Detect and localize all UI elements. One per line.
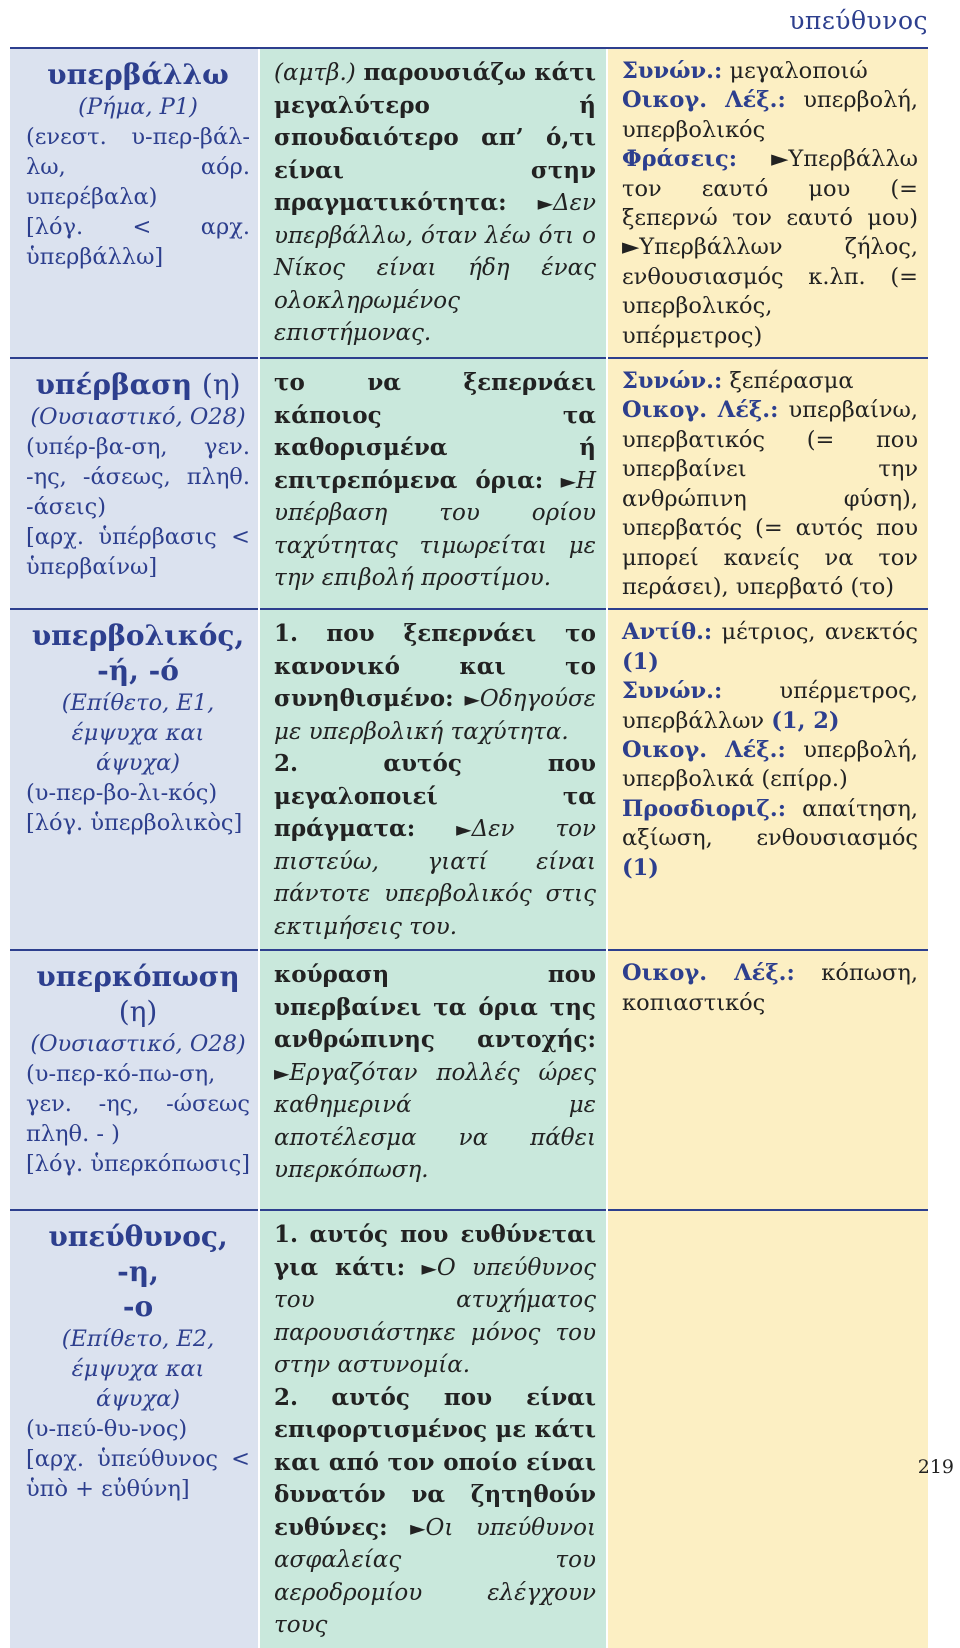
example-text: Ο υπεύθυνος του ατυχήματος παρουσιάστηκε μόνος του στην αστυνομία. xyxy=(274,1254,596,1379)
relation-line xyxy=(622,86,918,145)
syllabification: (υ-πεύ-θυ-νος) xyxy=(26,1416,188,1443)
relation-label: Αντίθ.: xyxy=(622,619,713,646)
relations-cell xyxy=(607,49,928,358)
meaning xyxy=(274,367,596,595)
example-text: Δεν τον πιστεύω, γιατί είναι πάντοτε υπερβολικός στις εκτιμήσεις του. xyxy=(274,816,596,940)
relation-text: υπερβολή, υπερβολικός xyxy=(622,87,918,143)
definition-cell xyxy=(259,1210,607,1648)
etymology: [αρχ. ὑπέρβασις < ὑπερβαίνω] xyxy=(26,524,250,581)
relations-cell xyxy=(607,1210,928,1648)
syllabification: (υ-περ-κό-πω-ση, γεν. -ης, -ώσεως πληθ. - ) xyxy=(26,1061,250,1148)
definition-text: αυτός που είναι επιφορτισμένος με κάτι και από τον οποίο είναι δυνατόν να ζητηθούν ευθύνες: xyxy=(274,1383,596,1541)
relation-text: μέτριος, ανεκτός xyxy=(721,619,918,646)
etymology: [λόγ. ὑπερβολικὸς] xyxy=(26,810,243,837)
meaning xyxy=(274,618,596,748)
relation-line xyxy=(622,959,918,1018)
relation-ref: (1, 2) xyxy=(771,707,840,734)
relation-text: υπερβαίνω, υπερβατικός (= που υπερβαίνει την ανθρώπινη φύση), υπερβατός (= αυτός που μπορεί κανείς να τον περάσει), υπερβατό (το) xyxy=(622,397,919,600)
definition-text: αυτός που ευθύνεται για κάτι: xyxy=(274,1221,596,1281)
syllabification: (υ-περ-βο-λι-κός) xyxy=(26,780,218,807)
example-marker-icon: ► xyxy=(464,687,480,712)
entry-row xyxy=(10,950,928,1210)
example-marker-icon: ► xyxy=(560,468,576,493)
example-text: Οι υπεύθυνοι ασφαλείας του αεροδρομίου ελέγχουν τους xyxy=(274,1514,596,1639)
definition-text: που ξεπερνάει το κανονικό και το συνηθισμένο: xyxy=(274,620,597,713)
relation-text: μεγαλοποιώ xyxy=(729,58,868,84)
headword-cell xyxy=(10,358,259,609)
headword: υπερβάλλω xyxy=(47,58,229,91)
example-marker-icon: ► xyxy=(537,191,554,215)
relation-label: Συνών.: xyxy=(622,678,723,705)
entry-row xyxy=(10,358,928,609)
relation-text: απαίτηση, αξίωση, ενθουσιασμός xyxy=(622,795,918,852)
etymology: [λόγ. < αρχ. ὑπερβάλλω] xyxy=(26,214,250,270)
relations-cell xyxy=(607,609,928,950)
relation-text: ►Υπερβάλλω τον εαυτό μου (= ξεπερνώ τον εαυτό μου) ►Υπερβάλλων ζήλος, ενθουσιασμός κ.λπ. (= υπερβολικός, υπέρμετρος) xyxy=(622,146,918,349)
part-of-speech: (Ουσιαστικό, Ο28) xyxy=(30,404,246,431)
relation-label: Συνών.: xyxy=(622,58,723,84)
definition-cell xyxy=(259,609,607,950)
relation-label: Φράσεις: xyxy=(622,146,738,173)
running-head: υπεύθυνος xyxy=(789,6,928,35)
part-of-speech: (Επίθετο, Ε1, έμψυχα και άψυχα) xyxy=(61,690,215,777)
headword: υπεύθυνος, -η, xyxy=(48,1220,228,1289)
meaning-number: 1. xyxy=(274,1221,299,1249)
meaning xyxy=(274,57,596,350)
part-of-speech: (Ουσιαστικό, Ο28) xyxy=(30,1031,246,1058)
relations-cell xyxy=(607,358,928,609)
relation-line xyxy=(622,795,918,883)
definition-cell xyxy=(259,358,607,609)
headword: υπερκόπωση xyxy=(36,960,240,994)
meaning-number: 1. xyxy=(274,620,299,648)
meaning xyxy=(274,959,596,1187)
headword: υπέρβαση (η) xyxy=(35,368,241,402)
relation-label: Οικογ. Λέξ.: xyxy=(622,87,786,114)
relation-line xyxy=(622,618,918,677)
headword-cell xyxy=(10,49,259,358)
definition-cell xyxy=(259,950,607,1210)
definition-cell xyxy=(259,49,607,358)
relations-cell xyxy=(607,950,928,1210)
definition-text: παρουσιάζω κάτι μεγαλύτερο ή σπουδαιότερο απ’ ό,τι είναι στην πραγματικότητα: xyxy=(274,59,596,216)
headword-cell xyxy=(10,950,259,1210)
relation-line xyxy=(622,145,918,351)
headword-ending: (η) xyxy=(118,995,158,1029)
relation-line xyxy=(622,736,918,795)
relation-line xyxy=(622,396,918,602)
relation-ref: (1) xyxy=(622,854,659,881)
example-marker-icon: ► xyxy=(456,817,472,842)
entry-row xyxy=(10,609,928,950)
relation-line xyxy=(622,367,918,396)
relation-label: Οικογ. Λέξ.: xyxy=(622,960,795,987)
example-marker-icon: ► xyxy=(274,1060,290,1085)
entry-row xyxy=(10,49,928,358)
syllabification: (υπέρ-βα-ση, γεν. -ης, -άσεως, πληθ. -άσεις) xyxy=(26,434,250,521)
example-marker-icon: ► xyxy=(410,1515,426,1540)
headword-ending: -ο xyxy=(122,1290,154,1324)
definition-text: το να ξεπερνάει κάποιος τα καθορισμένα ή επιτρεπόμενα όρια: xyxy=(274,369,596,494)
relation-label: Οικογ. Λέξ.: xyxy=(622,736,786,763)
part-of-speech: (Ρήμα, Ρ1) xyxy=(78,94,198,120)
relation-ref: (1) xyxy=(622,648,659,675)
meaning-number: 2. xyxy=(274,750,299,778)
relation-text: υπερβολή, υπερβολικά (επίρρ.) xyxy=(622,736,918,793)
headword: υπερβολικός, xyxy=(31,619,245,653)
syllabification: (ενεστ. υ-περ-βάλ-λω, αόρ. υπερέβαλα) xyxy=(26,124,250,210)
relation-text: κόπωση, κοπιαστικός xyxy=(622,960,919,1016)
meaning-number: 2. xyxy=(274,1383,299,1411)
grammar-note: (αμτβ.) xyxy=(274,60,364,86)
headword-cell xyxy=(10,609,259,950)
relation-line xyxy=(622,57,918,86)
headword-ending: -ή, -ό xyxy=(97,654,179,688)
meaning xyxy=(274,1382,596,1642)
meaning xyxy=(274,748,596,943)
relation-text: υπέρμετρος, υπερβάλλων xyxy=(622,678,918,734)
example-text: Οδηγούσε με υπερβολική ταχύτητα. xyxy=(274,686,596,745)
example-marker-icon: ► xyxy=(421,1255,437,1280)
definition-text: κούραση που υπερβαίνει τα όρια της ανθρώπινης αντοχής: xyxy=(274,961,596,1054)
relation-label: Προσδιοριζ.: xyxy=(622,795,787,822)
example-text: Εργαζόταν πολλές ώρες καθημερινά με αποτέλεσμα να πάθει υπερκόπωση. xyxy=(274,1059,596,1184)
etymology: [λόγ. ὑπερκόπωσις] xyxy=(26,1151,250,1178)
relation-text: ξεπέρασμα xyxy=(729,368,854,395)
relation-label: Συνών.: xyxy=(622,368,723,395)
etymology: [αρχ. ὑπεύθυνος < ὑπὸ + εὐθύνη] xyxy=(26,1446,250,1503)
part-of-speech: (Επίθετο, Ε2, έμψυχα και άψυχα) xyxy=(61,1326,215,1413)
headword-cell xyxy=(10,1210,259,1648)
entry-row xyxy=(10,1210,928,1648)
page-number: 219 xyxy=(917,1456,954,1478)
dictionary-table xyxy=(10,49,928,1648)
relation-line xyxy=(622,677,918,736)
meaning xyxy=(274,1219,596,1382)
example-text: Δεν υπερβάλλω, όταν λέω ότι ο Νίκος είναι ήδη ένας ολοκληρωμένος επιστήμονας. xyxy=(274,190,596,346)
definition-text: αυτός που μεγαλοποιεί τα πράγματα: xyxy=(274,750,597,843)
relation-label: Οικογ. Λέξ.: xyxy=(622,397,779,424)
example-text: Η υπέρβαση του ορίου ταχύτητας τιμωρείται με την επιβολή προστίμου. xyxy=(274,467,597,592)
